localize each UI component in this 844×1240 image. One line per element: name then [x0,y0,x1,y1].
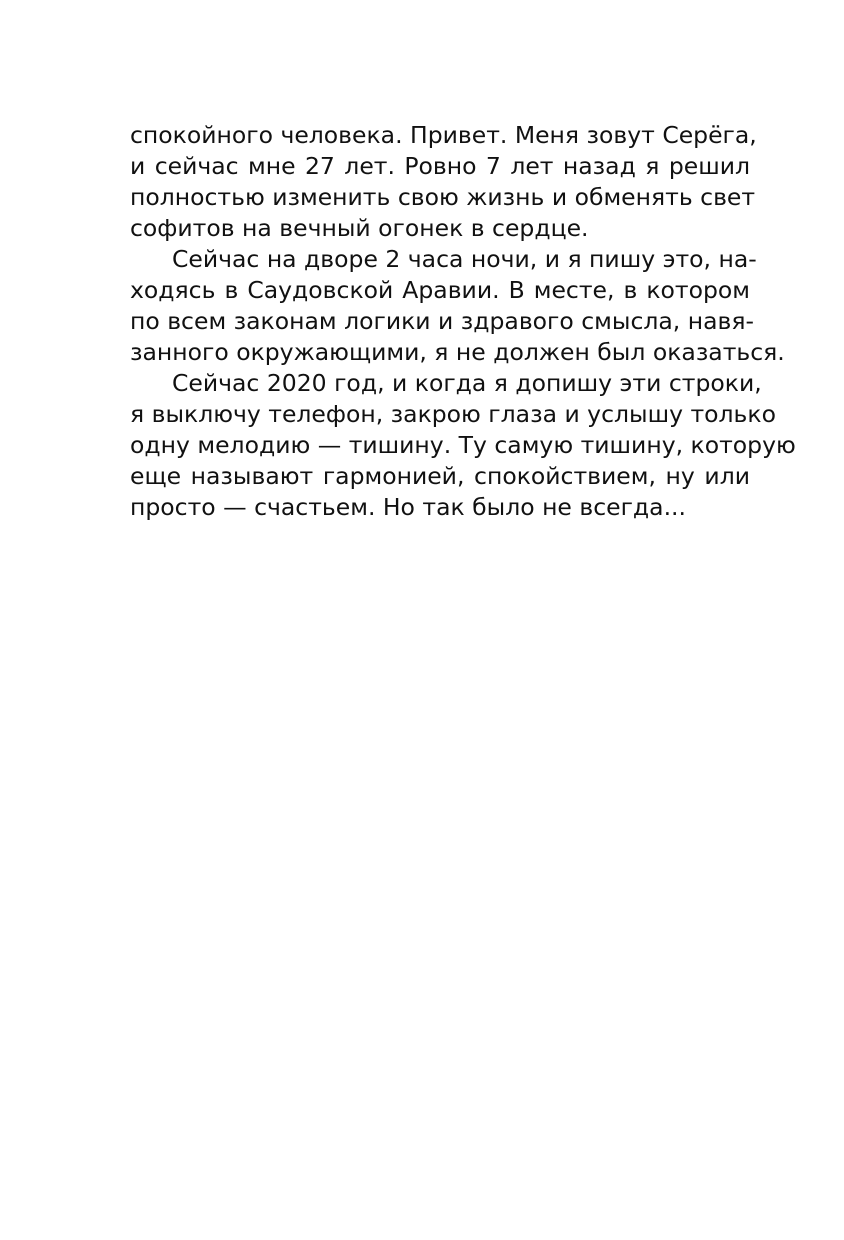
text-line: спокойного человека. Привет. Меня зовут Серёга, [130,121,757,149]
text-line: занного окружающими, я не должен был оказаться. [130,338,785,366]
text-line: Сейчас на дворе 2 часа ночи, и я пишу это, на- [172,245,757,273]
paragraph-3 [130,368,796,523]
text-line: одну мелодию — тишину. Ту самую тишину, которую [130,431,796,459]
text-line: ходясь в Саудовской Аравии. В месте, в котором [130,276,750,304]
text-line: еще называют гармонией, спокойствием, ну или [130,462,750,490]
text-line: я выключу телефон, закрою глаза и услышу только [130,400,776,428]
text-line: просто — счастьем. Но так было не всегда... [130,493,686,521]
text-line: по всем законам логики и здравого смысла, навя- [130,307,754,335]
text-line: Сейчас 2020 год, и когда я допишу эти строки, [172,369,762,397]
text-line: и сейчас мне 27 лет. Ровно 7 лет назад я решил [130,152,750,180]
body-text [130,120,796,523]
paragraph-1 [130,120,757,244]
text-line: софитов на вечный огонек в сердце. [130,214,589,242]
text-line: полностью изменить свою жизнь и обменять свет [130,183,756,211]
paragraph-2 [130,244,785,368]
